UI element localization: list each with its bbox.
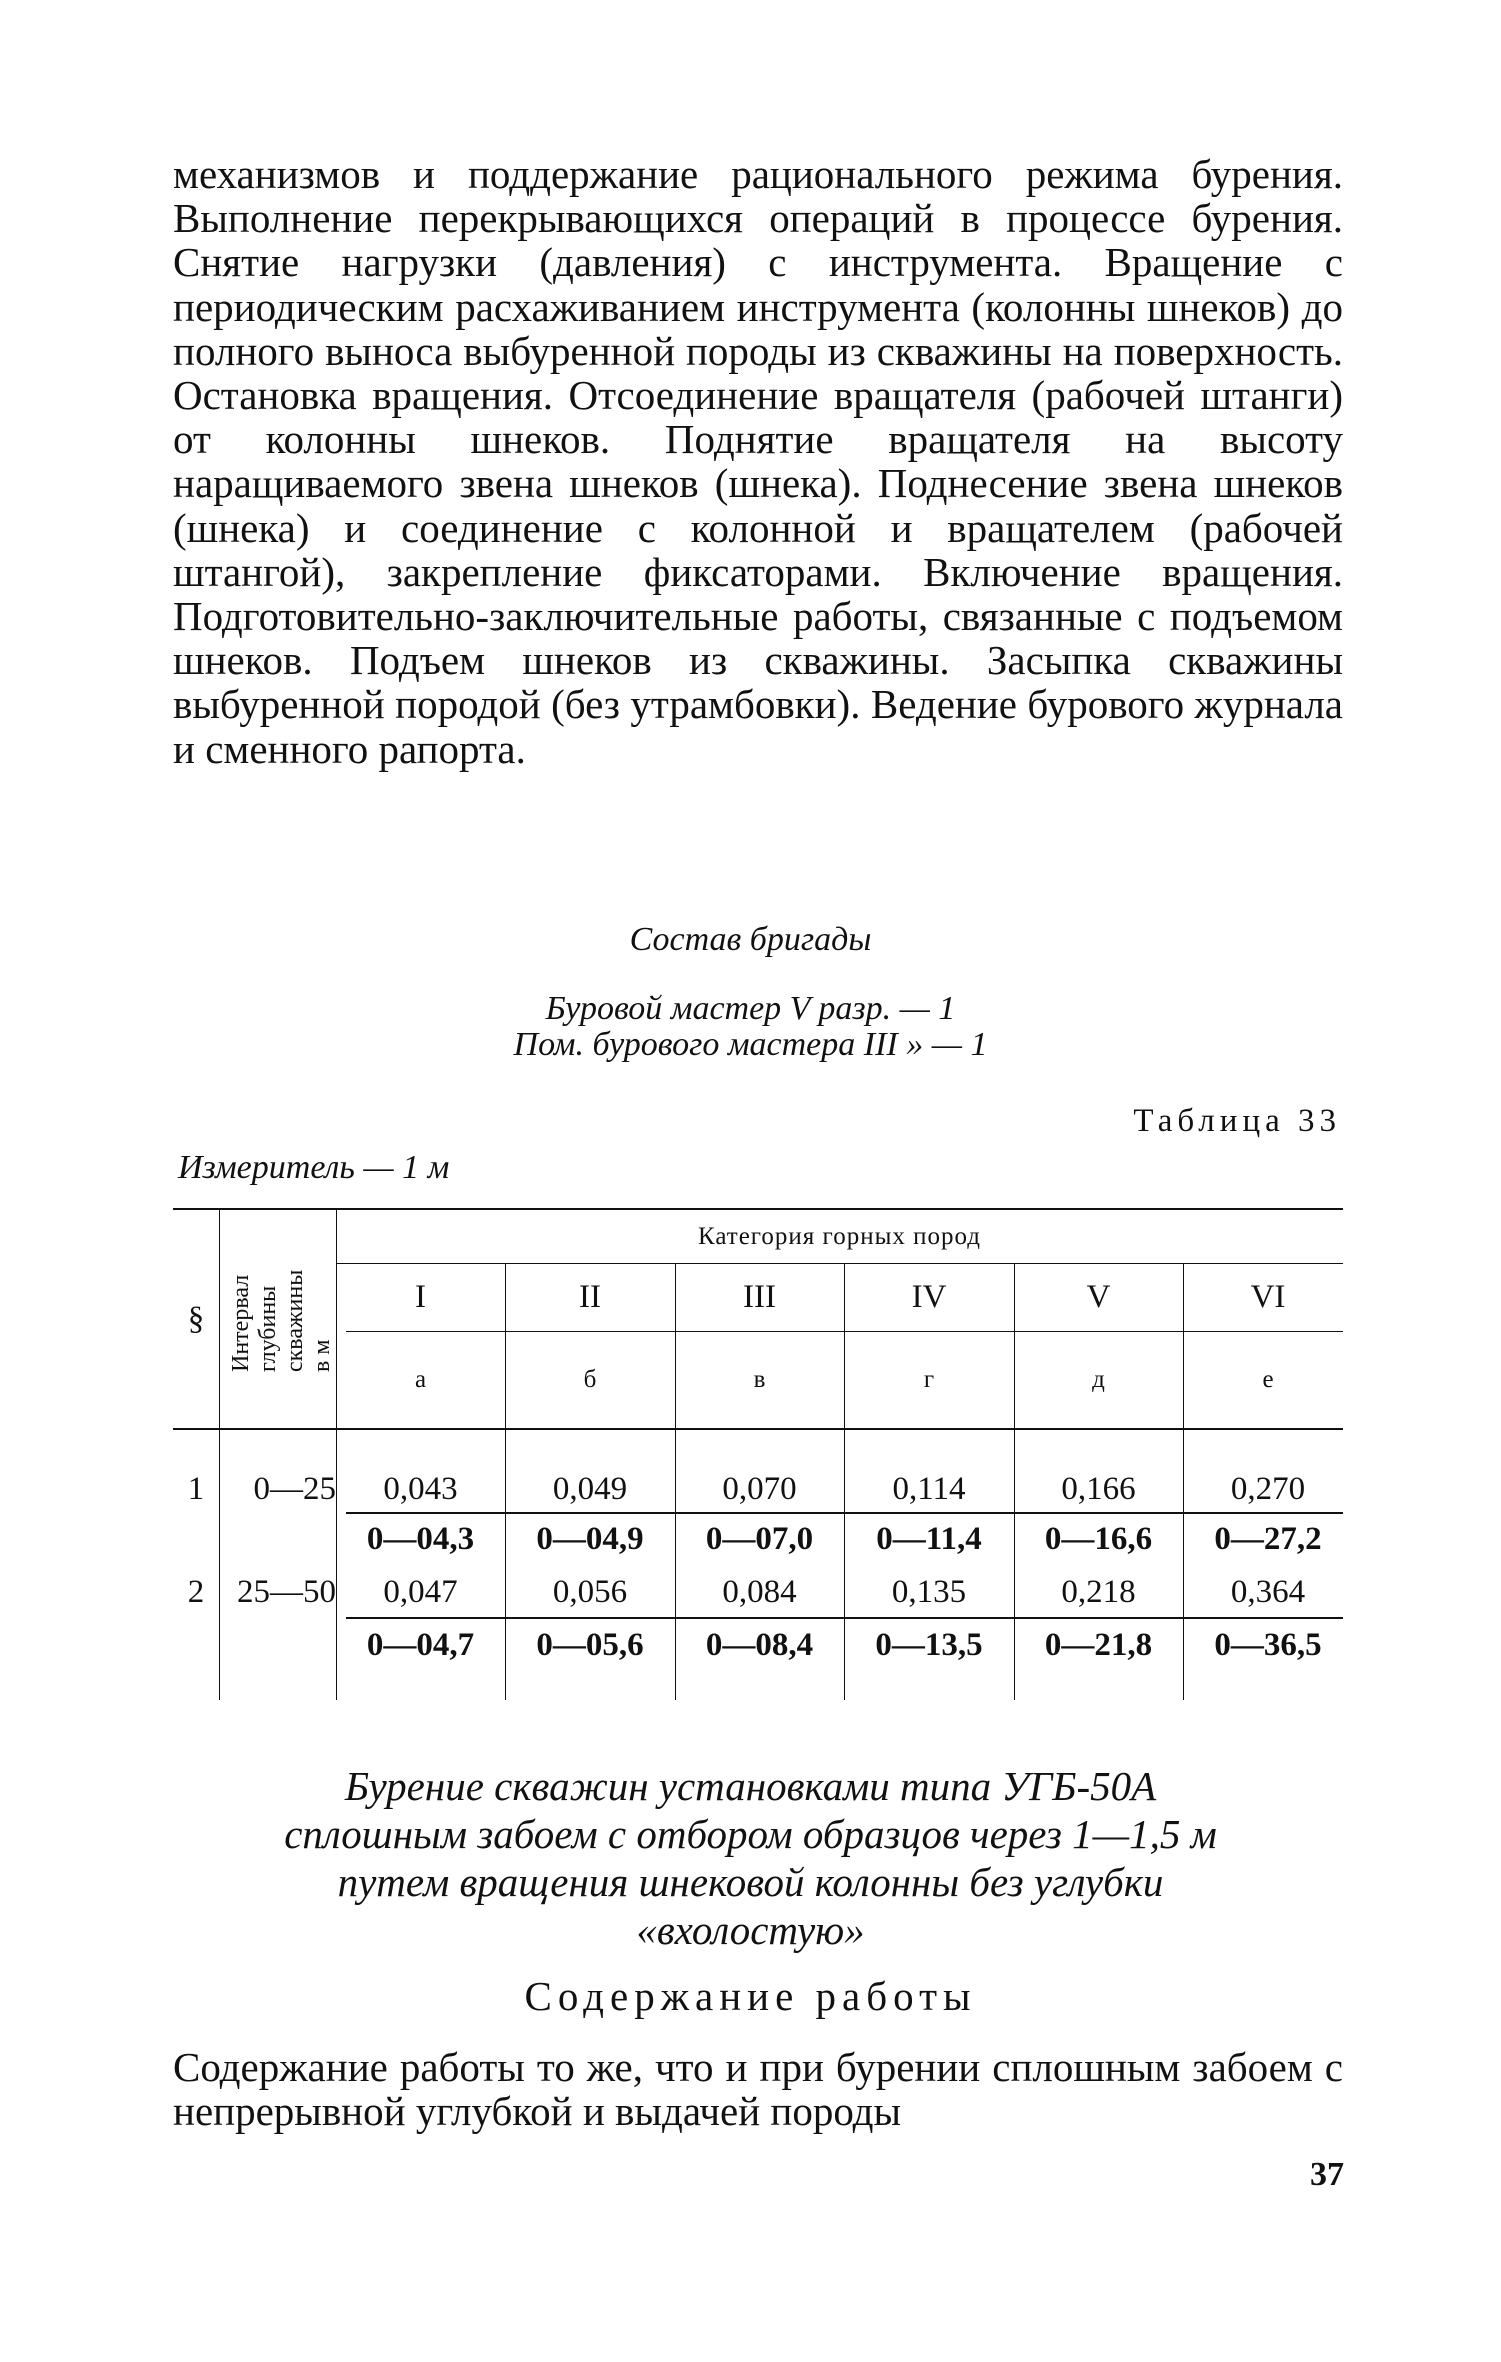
- row2-interval: 25—50: [237, 1573, 336, 1610]
- row1-value-b: 0,049: [552, 1470, 628, 1507]
- row2-code-a: 0—04,7: [366, 1626, 475, 1663]
- brigade-line-assistant: Пом. бурового мастера III » — 1: [513, 1026, 988, 1063]
- row2-number: 2: [187, 1573, 205, 1610]
- letter-b: б: [583, 1366, 597, 1393]
- category-i: I: [415, 1279, 426, 1315]
- row2-code-b: 0—05,6: [536, 1626, 644, 1663]
- category-ii: II: [579, 1279, 601, 1315]
- row2-value-b: 0,056: [552, 1573, 628, 1610]
- section-heading-line-4: «вхолостую»: [636, 1907, 865, 1953]
- section-heading-line-1: Бурение скважин установками типа УГБ-50А: [344, 1763, 1157, 1809]
- measure-label: Измеритель — 1 м: [178, 1149, 450, 1186]
- row1-code-d: 0—16,6: [1044, 1520, 1153, 1557]
- row2-code-v: 0—08,4: [705, 1626, 814, 1663]
- col-interval-header: Интервал глубины скважины в м: [228, 1269, 335, 1372]
- row2-value-a: 0,047: [383, 1573, 458, 1610]
- category-iv: IV: [911, 1279, 947, 1315]
- brigade-line-master: Буровой мастер V разр. — 1: [545, 990, 956, 1027]
- brigade-title: Состав бригады: [629, 921, 872, 958]
- row1-code-a: 0—04,3: [366, 1520, 475, 1557]
- row2-value-e: 0,364: [1230, 1573, 1306, 1610]
- row2-value-v: 0,084: [722, 1573, 797, 1610]
- row2-value-d: 0,218: [1061, 1573, 1136, 1610]
- paragraph-work-content: механизмов и поддержание рационального режима бурения. Выполнение перекрывающихся операций в процессе бурения. Снятие нагрузки (давления) с инструмента. Вращение с периодическим расхаживанием инструмента (колонны шнеков) до полного выноса выбуренной породы из скважины на поверхность. Остановка вращения. Отсоединение вращателя (рабочей штанги) от колонны шнеков. Поднятие вращателя на высоту наращиваемого звена шнеков (шнека). Поднесение звена шнеков (шнека) и соединение с колонной и вращателем (рабочей штангой), закрепление фиксаторами. Включение вращения. Подготовительно-заключительные работы, связанные с подъемом шнеков. Подъем шнеков из скважины. Засыпка скважины выбуренной породой (без утрамбовки). Ведение бурового журнала и сменного рапорта.: [173, 151, 1343, 772]
- section-heading: [0, 1762, 1501, 1954]
- category-vi: VI: [1250, 1279, 1286, 1315]
- col-paragraph-header: §: [187, 1300, 205, 1337]
- category-header: Категория горных пород: [697, 1222, 981, 1250]
- row1-code-v: 0—07,0: [705, 1520, 814, 1557]
- row1-code-b: 0—04,9: [536, 1520, 644, 1557]
- section-title: Содержание работы: [524, 1973, 977, 2019]
- row1-value-e: 0,270: [1230, 1470, 1306, 1507]
- category-iii: III: [743, 1279, 776, 1315]
- letter-a: а: [414, 1366, 427, 1393]
- row2-value-g: 0,135: [891, 1573, 967, 1610]
- row2-code-d: 0—21,8: [1044, 1626, 1153, 1663]
- row1-value-g: 0,114: [892, 1470, 966, 1507]
- row1-interval: 0—25: [253, 1470, 336, 1507]
- page-number: 37: [1310, 2156, 1344, 2193]
- row2-code-e: 0—36,5: [1214, 1626, 1322, 1663]
- row2-code-g: 0—13,5: [875, 1626, 983, 1663]
- category-v: V: [1086, 1279, 1111, 1315]
- row1-code-g: 0—11,4: [876, 1520, 982, 1557]
- table-label: Таблица 33: [1133, 1103, 1341, 1139]
- row1-value-a: 0,043: [383, 1470, 458, 1507]
- letter-v: в: [753, 1366, 766, 1393]
- letter-e: е: [1262, 1366, 1274, 1393]
- row1-value-d: 0,166: [1061, 1470, 1136, 1507]
- row1-number: 1: [187, 1470, 205, 1507]
- row1-code-e: 0—27,2: [1214, 1520, 1322, 1557]
- row1-value-v: 0,070: [722, 1470, 797, 1507]
- paragraph-work-reference: Содержание работы то же, что и при бурении сплошным забоем с непрерывной углубкой и выдачей породы: [173, 2044, 1343, 2135]
- section-heading-line-2: сплошным забоем с отбором образцов через 1—1,5 м: [284, 1811, 1217, 1857]
- section-heading-line-3: путем вращения шнековой колонны без углубки: [337, 1859, 1164, 1905]
- letter-d: д: [1092, 1366, 1105, 1393]
- letter-g: г: [923, 1366, 935, 1393]
